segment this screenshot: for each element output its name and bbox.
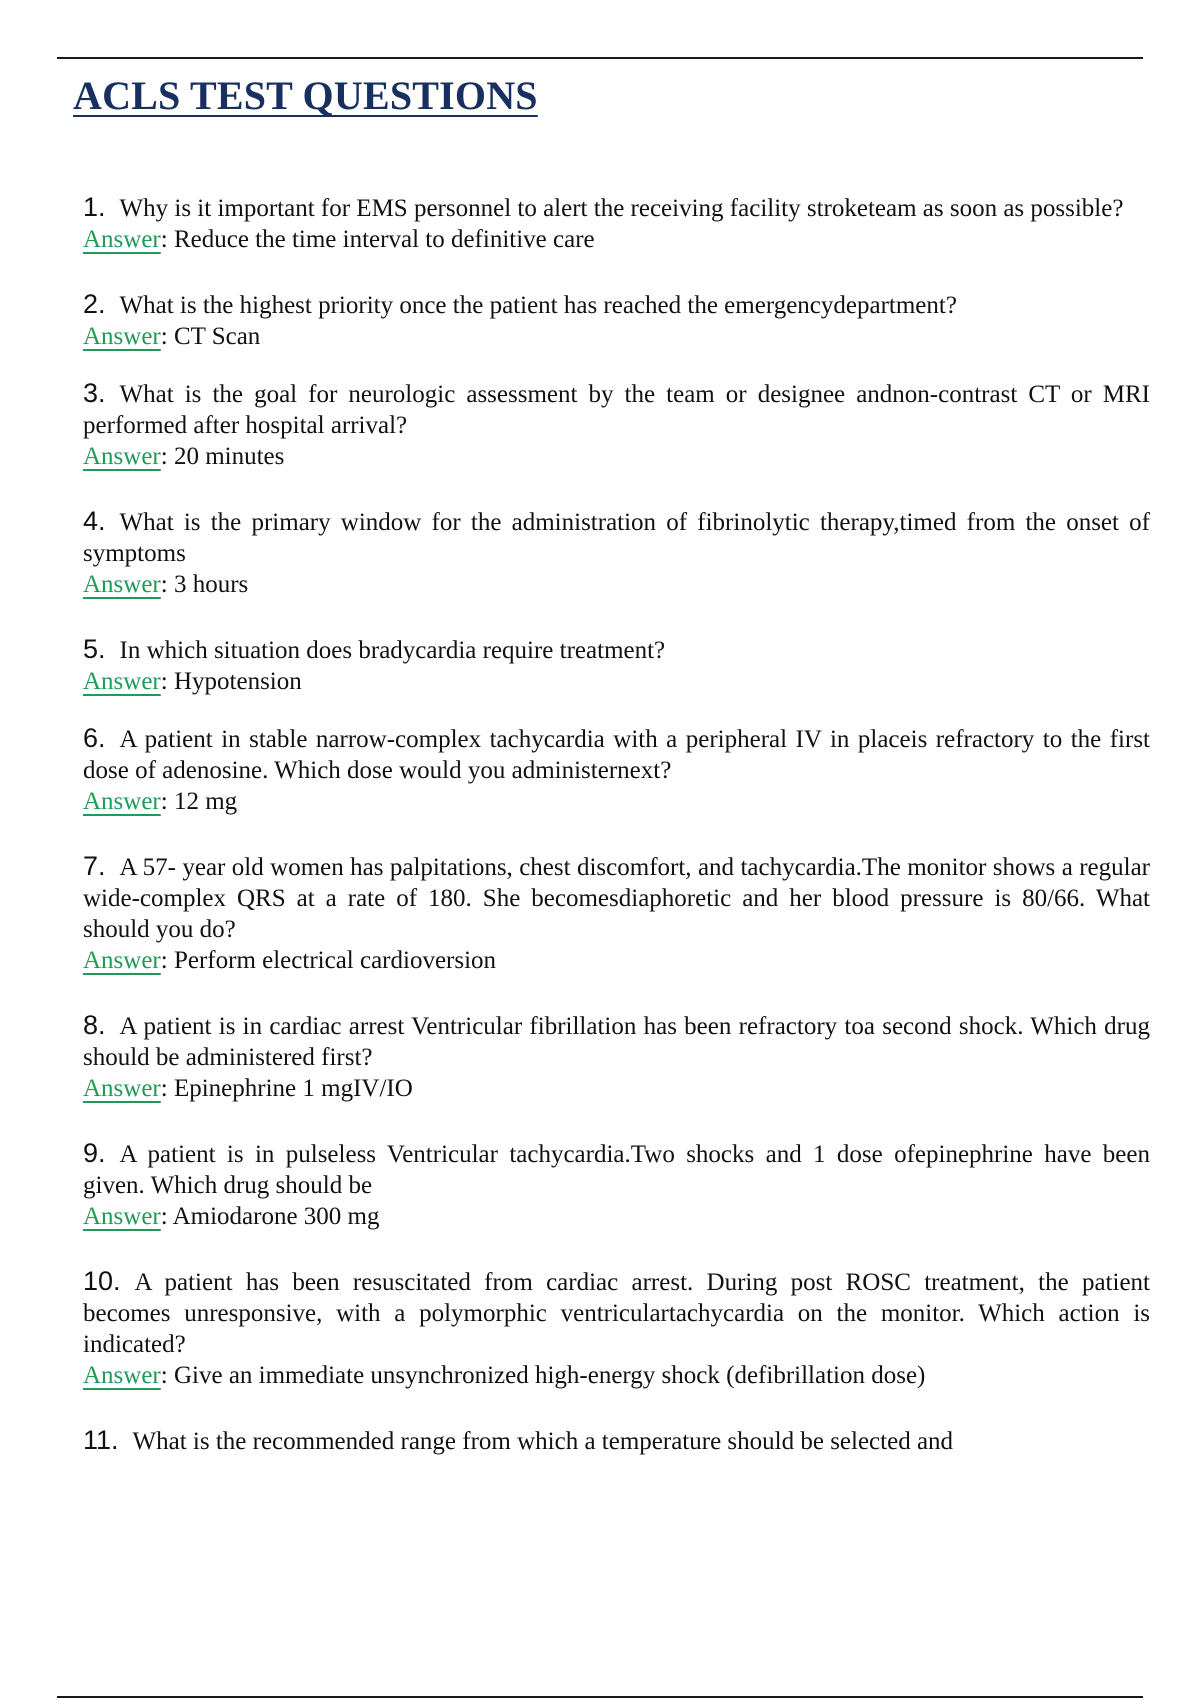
question-item bbox=[83, 1010, 1150, 1104]
answer-text: 20 minutes bbox=[173, 443, 285, 470]
answer-label: Answer bbox=[83, 323, 161, 350]
question-number: 1. bbox=[83, 192, 106, 222]
top-rule bbox=[57, 57, 1143, 59]
question-text-block bbox=[83, 506, 1150, 569]
question-text: What is the recommended range from which a temperature should be selected and bbox=[132, 1428, 954, 1455]
question-text: A patient in stable narrow-complex tachycardia with a peripheral IV in placeis refractory to the first dose of adenosine. Which dose would you administernext? bbox=[83, 726, 1150, 784]
question-number: 10. bbox=[83, 1266, 121, 1296]
question-item bbox=[83, 192, 1150, 255]
question-number: 4. bbox=[83, 506, 106, 536]
question-text-block bbox=[83, 1010, 1150, 1073]
answer-label: Answer bbox=[83, 1203, 161, 1230]
question-item bbox=[83, 634, 1150, 697]
question-number: 2. bbox=[83, 289, 106, 319]
question-text: A patient is in pulseless Ventricular tachycardia.Two shocks and 1 dose ofepinephrine have been given. Which drug should be bbox=[83, 1141, 1150, 1199]
answer-text: 12 mg bbox=[173, 788, 238, 815]
answer-label: Answer bbox=[83, 443, 161, 470]
answer-label: Answer bbox=[83, 947, 161, 974]
question-text-block bbox=[83, 378, 1150, 441]
answer-text: Perform electrical cardioversion bbox=[173, 947, 497, 974]
question-item bbox=[83, 289, 1150, 352]
question-text-block bbox=[83, 1266, 1150, 1360]
question-number: 8. bbox=[83, 1010, 106, 1040]
question-number: 3. bbox=[83, 378, 106, 408]
answer-line: Answer: CT Scan bbox=[83, 323, 261, 350]
question-text: What is the primary window for the administration of fibrinolytic therapy,timed from the onset of symptoms bbox=[83, 509, 1150, 567]
answer-line: Answer: Perform electrical cardioversion bbox=[83, 947, 497, 974]
answer-text: Hypotension bbox=[173, 668, 302, 695]
answer-line: Answer: Give an immediate unsynchronized high-energy shock (defibrillation dose) bbox=[83, 1362, 926, 1389]
question-number: 7. bbox=[83, 851, 106, 881]
answer-text: CT Scan bbox=[173, 323, 261, 350]
question-item bbox=[83, 1266, 1150, 1391]
question-list bbox=[83, 192, 1150, 1491]
question-item bbox=[83, 506, 1150, 600]
question-text-block bbox=[83, 289, 1150, 321]
question-text-block bbox=[83, 634, 1150, 666]
answer-line: Answer: Hypotension bbox=[83, 668, 302, 695]
question-text: What is the goal for neurologic assessment by the team or designee andnon-contrast CT or MRI performed after hospital arrival? bbox=[83, 381, 1150, 439]
answer-label: Answer bbox=[83, 668, 161, 695]
question-item bbox=[83, 378, 1150, 472]
answer-label: Answer bbox=[83, 226, 161, 253]
question-item bbox=[83, 723, 1150, 817]
question-text-block bbox=[83, 1138, 1150, 1201]
bottom-rule bbox=[57, 1696, 1143, 1698]
answer-text: Amiodarone 300 mg bbox=[172, 1203, 380, 1230]
question-text: Why is it important for EMS personnel to alert the receiving facility stroketeam as soon as possible? bbox=[119, 195, 1124, 222]
question-item bbox=[83, 851, 1150, 976]
question-number: 11. bbox=[83, 1425, 119, 1455]
answer-line: Answer: 20 minutes bbox=[83, 443, 285, 470]
question-text: In which situation does bradycardia require treatment? bbox=[119, 637, 666, 664]
answer-line: Answer: 3 hours bbox=[83, 571, 249, 598]
answer-line: Answer: Amiodarone 300 mg bbox=[83, 1203, 380, 1230]
answer-label: Answer bbox=[83, 571, 161, 598]
answer-line: Answer: Epinephrine 1 mgIV/IO bbox=[83, 1075, 413, 1102]
question-text: A patient is in cardiac arrest Ventricular fibrillation has been refractory toa second shock. Which drug should be administered first? bbox=[83, 1013, 1150, 1071]
answer-text: 3 hours bbox=[173, 571, 249, 598]
question-text-block bbox=[83, 723, 1150, 786]
question-text-block bbox=[83, 1425, 1150, 1457]
answer-line: Answer: 12 mg bbox=[83, 788, 238, 815]
question-text-block bbox=[83, 192, 1150, 224]
question-number: 6. bbox=[83, 723, 106, 753]
answer-text: Reduce the time interval to definitive care bbox=[173, 226, 595, 253]
question-number: 9. bbox=[83, 1138, 106, 1168]
document-title: ACLS TEST QUESTIONS bbox=[73, 73, 538, 118]
answer-label: Answer bbox=[83, 1362, 161, 1389]
answer-label: Answer bbox=[83, 788, 161, 815]
question-text: A 57- year old women has palpitations, chest discomfort, and tachycardia.The monitor shows a regular wide-complex QRS at a rate of 180. She becomesdiaphoretic and her blood pressure is 80/66. What should you do? bbox=[83, 854, 1150, 943]
question-item bbox=[83, 1425, 1150, 1457]
question-item bbox=[83, 1138, 1150, 1232]
question-text: A patient has been resuscitated from cardiac arrest. During post ROSC treatment, the patient becomes unresponsive, with a polymorphic ventriculartachycardia on the monitor. Which action is indicated? bbox=[83, 1269, 1150, 1358]
question-number: 5. bbox=[83, 634, 106, 664]
answer-label: Answer bbox=[83, 1075, 161, 1102]
answer-text: Epinephrine 1 mgIV/IO bbox=[173, 1075, 413, 1102]
answer-line: Answer: Reduce the time interval to definitive care bbox=[83, 226, 595, 253]
question-text: What is the highest priority once the patient has reached the emergencydepartment? bbox=[119, 292, 957, 319]
question-text-block bbox=[83, 851, 1150, 945]
answer-text: Give an immediate unsynchronized high-energy shock (defibrillation dose) bbox=[173, 1362, 926, 1389]
